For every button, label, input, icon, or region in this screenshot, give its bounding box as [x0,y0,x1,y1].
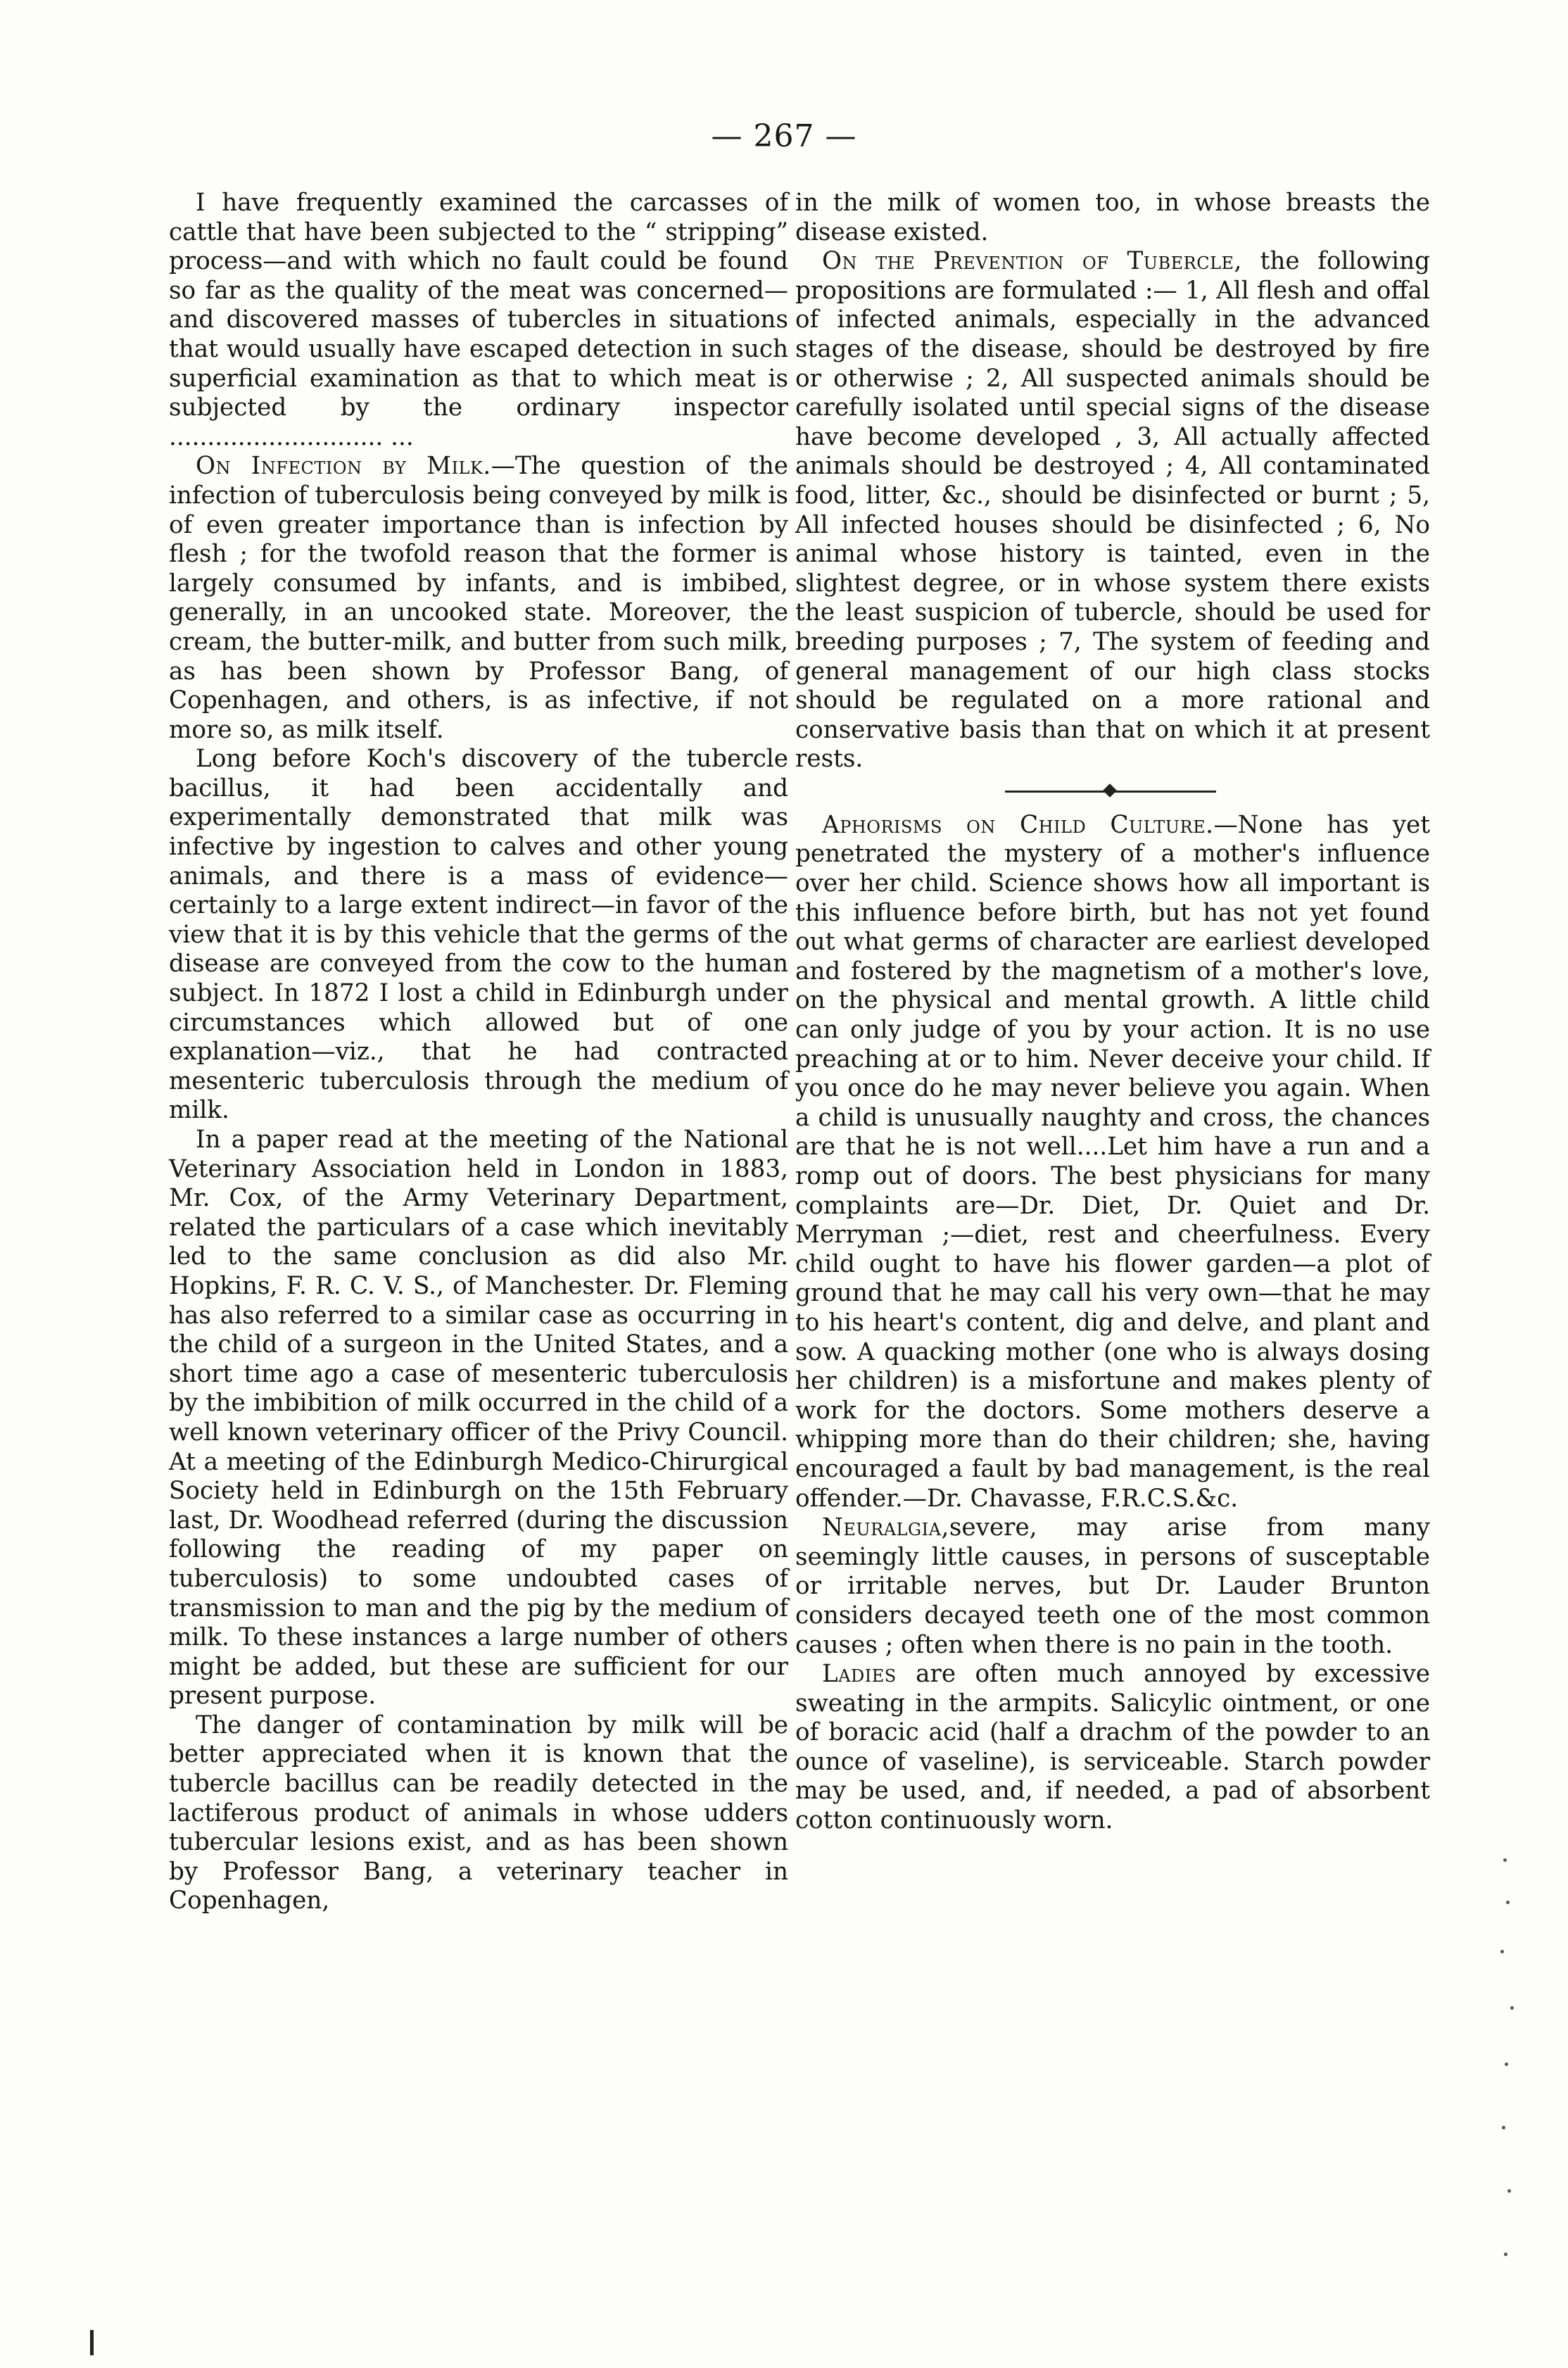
section-heading-prevention: On the Prevention of Tubercle, [822,247,1242,276]
section-divider [795,777,1430,805]
speck [1504,2253,1507,2256]
speck [1507,2189,1511,2193]
paragraph-continuation: in the milk of women too, in whose breasts the disease existed. [795,189,1430,246]
speck [1503,1858,1507,1862]
section-heading-neuralgia: Neuralgia, [822,1513,949,1542]
margin-mark [90,2330,94,2355]
paragraph-infection-by-milk [169,452,788,745]
speck [1510,2006,1514,2010]
section-text-prevention: the following propositions are formulated :— 1, All flesh and offal of infected animals, especially in the advanced stages of the disease, should be destroyed by fire or otherwise ; 2, All suspected animals should be carefully isolated until special signs of the disease have become developed , 3, All actually affected animals should be destroyed ; 4, All contaminated food, litter, &c., should be disinfected or burnt ; 5, All infected houses should be disinfected ; 6, No animal whose history is tainted, even in the slightest degree, or in whose system there exists the least suspicion of tubercle, should be used for breeding purposes ; 7, The system of feeding and general management of our high class stocks should be regulated on a more rational and conservative basis than that on which it at present rests. [795,247,1430,774]
paragraph-carcasses: I have frequently examined the carcasses of cattle that have been subjected to the “ stripping” process—and with which no fault could be found so far as the quality of the meat was concerned—and discovered masses of tubercles in situations that would usually have escaped detection in such superficial examination as that to which meat is subjected by the ordinary inspector ............................ ... [169,189,788,451]
section-text-infection-by-milk: —The question of the infection of tuberculosis being conveyed by milk is of even greater importance than is infection by flesh ; for the twofold reason that the former is largely consumed by infants, and is imbibed, generally, in an uncooked state. Moreover, the cream, the butter-milk, and butter from such milk, as has been shown by Professor Bang, of Copenhagen, and others, is as infective, if not more so, as milk itself. [169,452,788,744]
speck [1505,2062,1508,2066]
speck [1500,1950,1504,1953]
section-heading-aphorisms: Aphorisms on Child Culture. [822,810,1214,839]
paragraph-ladies [795,1660,1430,1836]
speck [1506,1901,1510,1904]
section-text-ladies: are often much annoyed by excessive sweating in the armpits. Salicylic ointment, or one of boracic acid (half a drachm of the powder to an ounce of vaseline), is serviceable. Starch powder may be used, and, if needed, a pad of absorbent cotton continuously worn. [795,1660,1430,1835]
left-column [169,189,788,1916]
paragraph-danger: The danger of contamination by milk will be better appreciated when it is known that the tubercle bacillus can be readily detected in the lactiferous product of animals in whose udders tubercular lesions exist, and as has been shown by Professor Bang, a veterinary teacher in Copenhagen, [169,1711,788,1915]
section-heading-infection-by-milk: On Infection by Milk. [196,452,491,481]
paragraph-paper-read: In a paper read at the meeting of the National Veterinary Association held in London in 1883, Mr. Cox, of the Army Veterinary Department, related the particulars of a case which inevitably led to the same conclusion as did also Mr. Hopkins, F. R. C. V. S., of Manchester. Dr. Fleming has also referred to a similar case as occurring in the child of a surgeon in the United States, and a short time ago a case of mesenteric tuberculosis by the imbibition of milk occurred in the child of a well known veterinary officer of the Privy Council. At a meeting of the Edinburgh Medico-Chirurgical Society held in Edinburgh on the 15th February last, Dr. Woodhead referred (during the discussion following the reading of my paper on tuberculosis) to some undoubted cases of transmission to man and the pig by the medium of milk. To these instances a large number of others might be added, but these are sufficient for our present purpose. [169,1126,788,1711]
paragraph-neuralgia [795,1513,1430,1660]
section-heading-ladies: Ladies [822,1660,897,1689]
paragraph-koch: Long before Koch's discovery of the tubercle bacillus, it had been accidentally and experimentally demonstrated that milk was infective by ingestion to calves and other young animals, and there is a mass of evidence—certainly to a large extent indirect—in favor of the view that it is by this vehicle that the germs of the disease are conveyed from the cow to the human subject. In 1872 I lost a child in Edinburgh under circumstances which allowed but of one explanation—viz., that he had contracted mesenteric tuberculosis through the medium of milk. [169,745,788,1125]
page-number: — 267 — [711,118,857,154]
right-column [795,189,1430,1836]
speck [1502,2126,1505,2129]
paragraph-prevention [795,247,1430,774]
section-text-neuralgia: severe, may arise from many seemingly little causes, in persons of susceptable or irritable nerves, but Dr. Lauder Brunton considers decayed teeth one of the most common causes ; often when there is no pain in the tooth. [795,1513,1430,1659]
section-text-aphorisms: —None has yet penetrated the mystery of a mother's influence over her child. Science shows how all important is this influence before birth, but has not yet found out what germs of character are earliest developed and fostered by the magnetism of a mother's love, on the physical and mental growth. A little child can only judge of you by your action. It is no use preaching at or to him. Never deceive your child. If you once do he may never believe you again. When a child is unusually naughty and cross, the chances are that he is not well....Let him have a run and a romp out of doors. The best physicians for many complaints are—Dr. Diet, Dr. Quiet and Dr. Merryman ;—diet, rest and cheerfulness. Every child ought to have his flower garden—a plot of ground that he may call his very own—that he may to his heart's content, dig and delve, and plant and sow. A quacking mother (one who is always dosing her children) is a misfortune and makes plenty of work for the doctors. Some mothers deserve a whipping more than do their children; she, having encouraged a fault by bad management, is the real offender.—Dr. Chavasse, F.R.C.S.&c. [795,810,1430,1513]
divider-diamond-icon [1103,783,1117,798]
paragraph-aphorisms [795,811,1430,1513]
scan-specks [1498,1858,1526,2309]
